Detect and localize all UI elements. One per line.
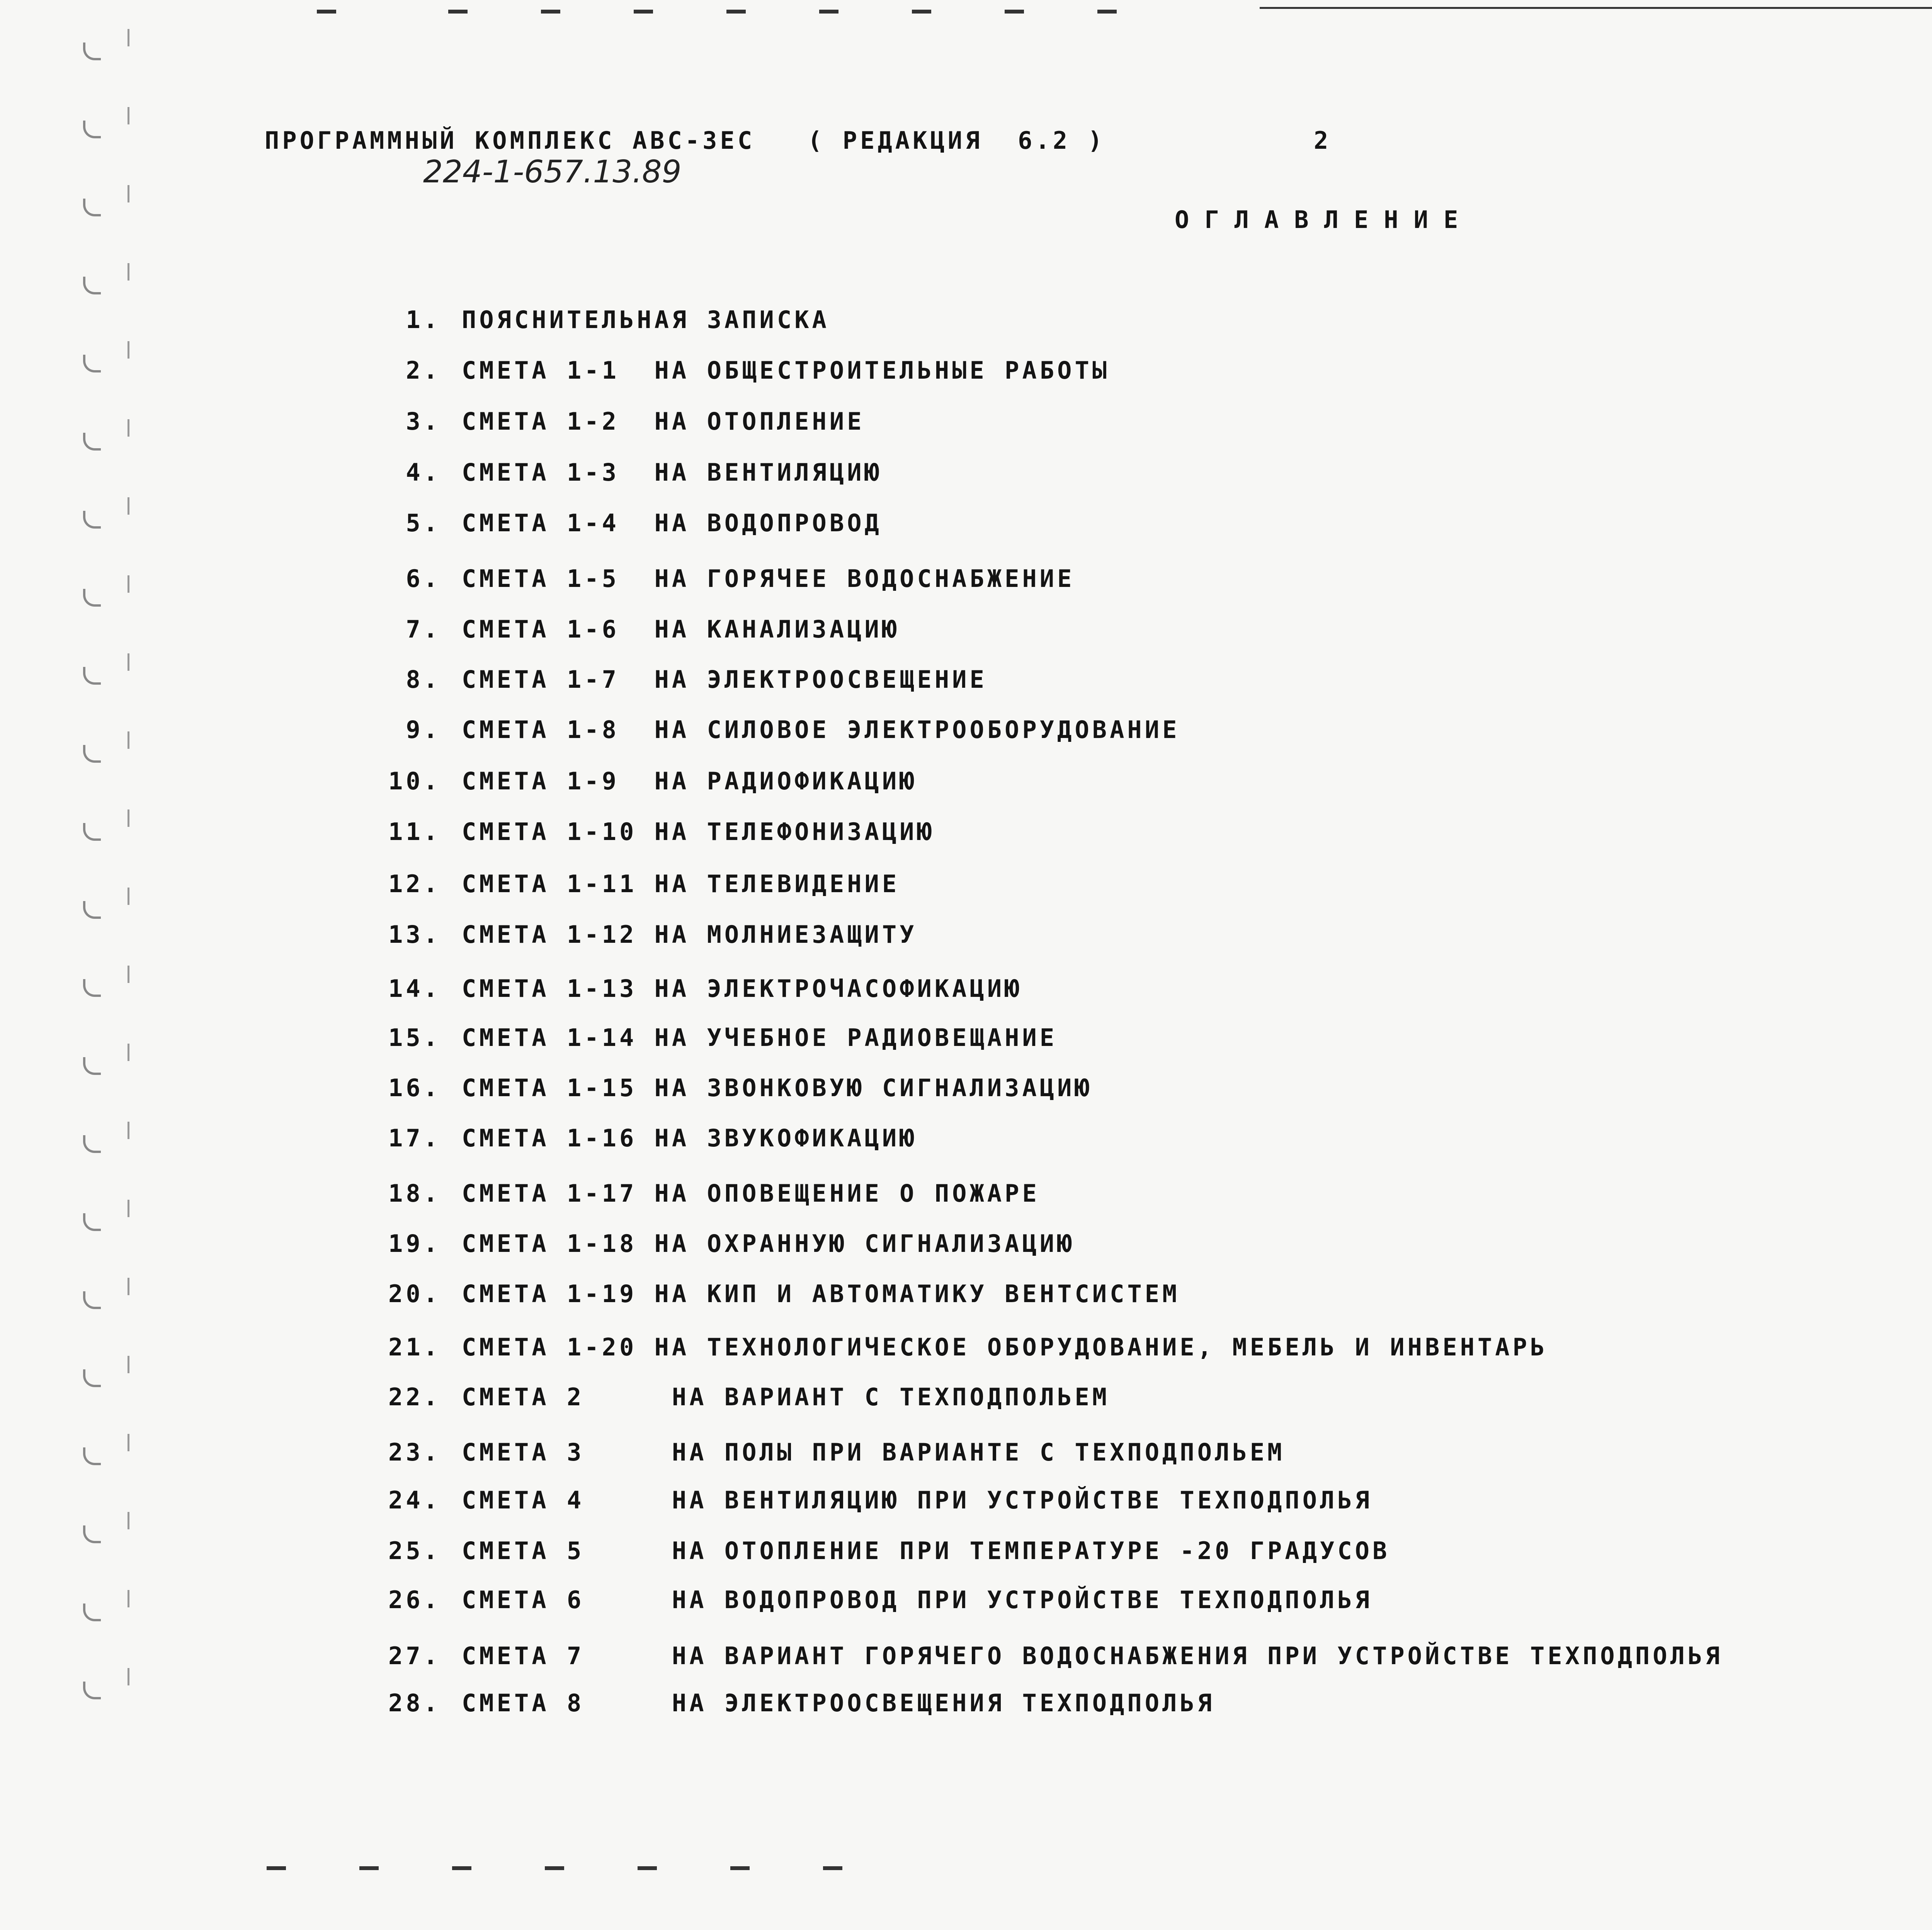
toc-entry-number: 24. [388,1486,441,1514]
left-perforation-mark [83,745,101,763]
toc-entry-title: СМЕТА 2 НА ВАРИАНТ С ТЕХПОДПОЛЬЕМ [462,1383,1110,1411]
toc-entry-title: СМЕТА 1-8 НА СИЛОВОЕ ЭЛЕКТРООБОРУДОВАНИЕ [462,716,1180,744]
toc-entry-title: СМЕТА 1-16 НА ЗВУКОФИКАЦИЮ [462,1124,917,1152]
toc-entry [0,1385,1932,1416]
top-edge-line [1260,7,1932,9]
left-perforation-tick [128,497,129,515]
toc-entry [0,1026,1932,1057]
bottom-dash-3 [452,1866,471,1870]
left-perforation-tick [128,107,129,124]
top-dash-3 [541,10,560,14]
program-header: ПРОГРАММНЫЙ КОМПЛЕКС АВС-3ЕС ( РЕДАКЦИЯ 6.2 ) [265,126,1105,155]
toc-entry [0,617,1932,648]
left-perforation-mark [83,433,101,451]
top-dash-5 [726,10,746,14]
toc-entry-title: СМЕТА 1-18 НА ОХРАННУЮ СИГНАЛИЗАЦИЮ [462,1229,1075,1258]
toc-entry-number: 26. [388,1586,441,1614]
toc-entry-number: 25. [388,1537,441,1565]
toc-entry-number: 12. [388,870,441,898]
toc-entry [0,356,1932,389]
toc-entry-title: СМЕТА 1-6 НА КАНАЛИЗАЦИЮ [462,615,900,643]
bottom-dash-2 [359,1866,379,1870]
left-perforation-tick [128,809,129,827]
top-dash-8 [1005,10,1024,14]
left-perforation-mark [83,43,101,60]
left-perforation-mark [83,589,101,607]
left-perforation-mark [83,121,101,138]
toc-entry-title: СМЕТА 1-13 НА ЭЛЕКТРОЧАСОФИКАЦИЮ [462,974,1022,1003]
toc-entry [0,567,1932,598]
toc-entry-title: СМЕТА 1-11 НА ТЕЛЕВИДЕНИЕ [462,870,900,898]
toc-entry-number: 18. [388,1179,441,1207]
left-perforation-mark [83,1369,101,1387]
top-dash-4 [634,10,653,14]
toc-entry-title: СМЕТА 1-2 НА ОТОПЛЕНИЕ [462,407,865,435]
toc-entry-title: СМЕТА 1-19 НА КИП И АВТОМАТИКУ ВЕНТСИСТЕМ [462,1280,1180,1308]
top-dash-2 [448,10,468,14]
toc-entry-title: СМЕТА 1-3 НА ВЕНТИЛЯЦИЮ [462,458,882,486]
toc-entry-title: ПОЯСНИТЕЛЬНАЯ ЗАПИСКА [462,306,830,334]
page-number: 2 [1314,126,1332,155]
bottom-dash-6 [730,1866,750,1870]
toc-entry-title: СМЕТА 1-10 НА ТЕЛЕФОНИЗАЦИЮ [462,818,935,846]
toc-entry-title: СМЕТА 4 НА ВЕНТИЛЯЦИЮ ПРИ УСТРОЙСТВЕ ТЕХПОДПОЛЬЯ [462,1486,1373,1514]
toc-entry-number: 28. [388,1689,441,1717]
top-dash-9 [1097,10,1117,14]
toc-entry [0,1691,1932,1722]
left-perforation-tick [128,575,129,593]
page-title: ОГЛАВЛЕНИЕ [1175,206,1474,234]
left-perforation-tick [128,1122,129,1139]
toc-entry-number: 22. [388,1383,441,1411]
toc-entry [0,1282,1932,1313]
toc-entry-title: СМЕТА 8 НА ЭЛЕКТРООСВЕЩЕНИЯ ТЕХПОДПОЛЬЯ [462,1689,1215,1717]
toc-entry [0,1644,1932,1675]
toc-entry-number: 4. [406,458,441,486]
toc-entry [0,872,1932,903]
toc-entry-number: 20. [388,1280,441,1308]
bottom-dash-7 [823,1866,842,1870]
top-dash-6 [819,10,838,14]
left-perforation-tick [128,263,129,281]
toc-entry [0,511,1932,542]
toc-entry-number: 13. [388,920,441,949]
toc-entry [0,1126,1932,1157]
toc-entry [0,769,1932,800]
toc-entry-title: СМЕТА 1-12 НА МОЛНИЕЗАЩИТУ [462,920,917,949]
left-perforation-tick [128,966,129,983]
toc-entry-title: СМЕТА 6 НА ВОДОПРОВОД ПРИ УСТРОЙСТВЕ ТЕХПОДПОЛЬЯ [462,1586,1373,1614]
bottom-dash-4 [545,1866,564,1870]
bottom-dash-1 [267,1866,286,1870]
toc-entry-number: 7. [406,615,441,643]
left-perforation-tick [128,1278,129,1295]
left-perforation-mark [83,901,101,919]
toc-entry-number: 10. [388,767,441,795]
toc-entry-title: СМЕТА 1-9 НА РАДИОФИКАЦИЮ [462,767,917,795]
handwritten-code: 224-1-657.13.89 [423,154,682,190]
toc-entry-number: 16. [388,1074,441,1102]
left-perforation-tick [128,341,129,359]
toc-entry-title: СМЕТА 1-17 НА ОПОВЕЩЕНИЕ О ПОЖАРЕ [462,1179,1040,1207]
toc-entry-number: 3. [406,407,441,435]
toc-entry-title: СМЕТА 1-7 НА ЭЛЕКТРООСВЕЩЕНИЕ [462,665,987,694]
top-dash-7 [912,10,931,14]
toc-entry-number: 23. [388,1438,441,1466]
left-perforation-tick [128,419,129,437]
toc-entry-number: 15. [388,1024,441,1052]
toc-entry-number: 21. [388,1333,441,1361]
toc-entry [0,1588,1932,1619]
toc-entry-title: СМЕТА 1-5 НА ГОРЯЧЕЕ ВОДОСНАБЖЕНИЕ [462,565,1075,593]
toc-entry-number: 19. [388,1229,441,1258]
toc-entry [0,1076,1932,1107]
toc-entry [0,1229,1932,1263]
toc-entry [0,308,1932,339]
left-perforation-tick [128,1356,129,1373]
toc-entry-title: СМЕТА 1-4 НА ВОДОПРОВОД [462,509,882,537]
toc-entry [0,920,1932,954]
bottom-dash-5 [638,1866,657,1870]
toc-entry [0,1440,1932,1471]
left-perforation-mark [83,199,101,216]
toc-entry-title: СМЕТА 3 НА ПОЛЫ ПРИ ВАРИАНТЕ С ТЕХПОДПОЛЬЕМ [462,1438,1285,1466]
toc-entry-number: 2. [406,356,441,384]
toc-entry [0,820,1932,851]
left-perforation-tick [128,1668,129,1685]
toc-entry-number: 1. [406,306,441,334]
toc-entry [0,718,1932,749]
left-perforation-mark [83,277,101,294]
toc-entry-title: СМЕТА 1-15 НА ЗВОНКОВУЮ СИГНАЛИЗАЦИЮ [462,1074,1092,1102]
left-perforation-tick [128,653,129,671]
toc-entry [0,458,1932,491]
left-perforation-tick [128,1200,129,1217]
toc-entry [0,974,1932,1008]
toc-entry-number: 5. [406,509,441,537]
toc-entry-title: СМЕТА 1-1 НА ОБЩЕСТРОИТЕЛЬНЫЕ РАБОТЫ [462,356,1110,384]
left-perforation-tick [128,1044,129,1061]
left-perforation-tick [128,185,129,202]
toc-entry-title: СМЕТА 1-14 НА УЧЕБНОЕ РАДИОВЕЩАНИЕ [462,1024,1058,1052]
left-perforation-tick [128,29,129,46]
left-perforation-tick [128,1434,129,1451]
toc-entry-title: СМЕТА 7 НА ВАРИАНТ ГОРЯЧЕГО ВОДОСНАБЖЕНИЯ ПРИ УСТРОЙСТВЕ ТЕХПОДПОЛЬЯ [462,1642,1723,1670]
toc-entry-number: 11. [388,818,441,846]
toc-entry-title: СМЕТА 5 НА ОТОПЛЕНИЕ ПРИ ТЕМПЕРАТУРЕ -20 ГРАДУСОВ [462,1537,1390,1565]
toc-entry [0,1488,1932,1519]
left-perforation-tick [128,1512,129,1529]
toc-entry-number: 17. [388,1124,441,1152]
toc-entry-title: СМЕТА 1-20 НА ТЕХНОЛОГИЧЕСКОЕ ОБОРУДОВАНИЕ, МЕБЕЛЬ И ИНВЕНТАРЬ [462,1333,1548,1361]
toc-entry-number: 6. [406,565,441,593]
left-perforation-tick [128,1590,129,1607]
left-perforation-tick [128,888,129,905]
toc-entry [0,665,1932,699]
toc-entry-number: 8. [406,665,441,694]
toc-entry-number: 14. [388,974,441,1003]
top-dash-1 [317,10,336,14]
toc-entry [0,1179,1932,1212]
toc-entry-number: 27. [388,1642,441,1670]
toc-entry [0,1539,1932,1570]
toc-entry [0,1335,1932,1366]
toc-entry [0,407,1932,440]
left-perforation-tick [128,731,129,749]
toc-entry-number: 9. [406,716,441,744]
left-perforation-mark [83,1057,101,1075]
left-perforation-mark [83,1213,101,1231]
